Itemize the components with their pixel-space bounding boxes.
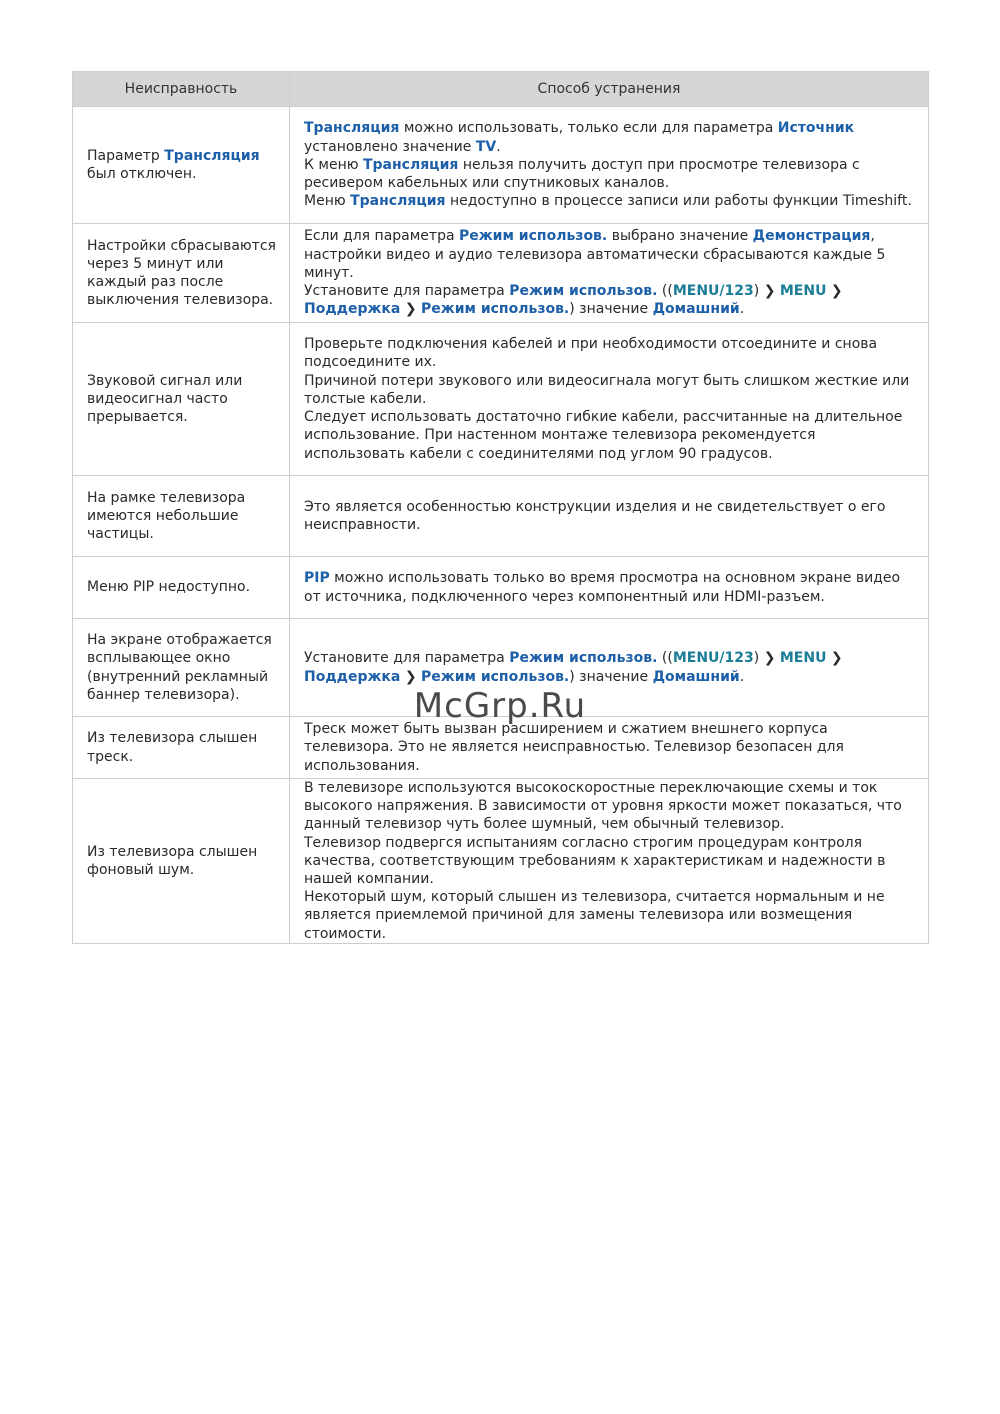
solution-cell bbox=[290, 224, 929, 323]
problem-text: На рамке телевизора имеются небольшие частицы. bbox=[87, 489, 246, 543]
solution-paragraph bbox=[304, 569, 916, 605]
solution-text: Некоторый шум, который слышен из телевизора, считается нормальным и не является приемлемой причиной для замены телевизора или возмещения стоимости. bbox=[304, 889, 885, 942]
solution-text: (( bbox=[657, 283, 673, 300]
solution-cell bbox=[290, 557, 929, 619]
highlighted-term: Трансляция bbox=[350, 193, 446, 210]
problem-text: Настройки сбрасываются через 5 минут или каждый раз после выключения телевизора. bbox=[87, 237, 276, 309]
problem-cell bbox=[73, 107, 290, 224]
solution-paragraph bbox=[304, 282, 916, 318]
solution-text: Если для параметра bbox=[304, 228, 459, 245]
chevron-right-icon: ❯ bbox=[763, 650, 776, 667]
table-row bbox=[73, 224, 929, 323]
highlighted-term: Демонстрация bbox=[752, 228, 871, 245]
solution-paragraph bbox=[304, 720, 916, 775]
highlighted-term: MENU/123 bbox=[672, 283, 754, 300]
solution-paragraph bbox=[304, 372, 916, 408]
solution-text: . bbox=[739, 668, 745, 685]
header-solution: Способ устранения bbox=[290, 72, 929, 107]
chevron-right-icon: ❯ bbox=[830, 283, 843, 300]
solution-text: К меню bbox=[304, 156, 363, 173]
solution-paragraph bbox=[304, 888, 916, 943]
solution-text: Установите для параметра bbox=[304, 283, 510, 300]
solution-text: Меню bbox=[304, 193, 351, 210]
solution-cell bbox=[290, 107, 929, 224]
problem-text: На экране отображается всплывающее окно (внутренний рекламный баннер телевизора). bbox=[87, 632, 272, 703]
problem-cell bbox=[73, 323, 290, 476]
highlighted-term: Режим использов. bbox=[509, 650, 658, 667]
chevron-right-icon: ❯ bbox=[404, 668, 417, 685]
solution-paragraph bbox=[304, 227, 916, 282]
solution-text: Телевизор подвергся испытаниям согласно строгим процедурам контроля качества, соответствующим требованиям к характеристикам и надежности в нашей компании. bbox=[304, 834, 886, 888]
solution-cell bbox=[290, 779, 929, 944]
highlighted-term: MENU bbox=[779, 650, 827, 667]
highlighted-term: Домашний bbox=[652, 301, 740, 318]
solution-text: Это является особенностью конструкции изделия и не свидетельствует о его неисправности. bbox=[304, 498, 886, 533]
solution-text: можно использовать, только если для параметра bbox=[399, 120, 778, 137]
problem-cell bbox=[73, 557, 290, 619]
solution-paragraph bbox=[304, 408, 916, 463]
table-row bbox=[73, 323, 929, 476]
solution-cell bbox=[290, 323, 929, 476]
problem-cell bbox=[73, 779, 290, 944]
chevron-right-icon: ❯ bbox=[830, 650, 843, 667]
solution-text: В телевизоре используются высокоскоростные переключающие схемы и ток высокого напряжения. В зависимости от уровня яркости может показаться, что данный телевизор чуть более шумный, чем обычный телевизор. bbox=[304, 780, 902, 833]
solution-text: выбрано значение bbox=[607, 228, 753, 245]
problem-cell bbox=[73, 224, 290, 323]
highlighted-term: Трансляция bbox=[362, 156, 459, 173]
solution-text: (( bbox=[657, 650, 673, 667]
problem-text: Звуковой сигнал или видеосигнал часто прерывается. bbox=[87, 372, 243, 426]
solution-text: . bbox=[739, 301, 745, 318]
solution-paragraph bbox=[304, 335, 916, 371]
header-problem: Неисправность bbox=[73, 72, 290, 107]
chevron-right-icon: ❯ bbox=[763, 283, 776, 300]
highlighted-term: MENU bbox=[779, 283, 827, 300]
highlighted-term: Трансляция bbox=[304, 120, 400, 137]
solution-text: ) bbox=[753, 283, 764, 300]
watermark: McGrp.Ru bbox=[413, 686, 587, 726]
table-row bbox=[73, 779, 929, 944]
problem-text: Меню PIP недоступно. bbox=[87, 579, 251, 596]
highlighted-term: Режим использов. bbox=[509, 283, 658, 300]
highlighted-term: TV bbox=[475, 138, 497, 155]
solution-cell bbox=[290, 476, 929, 557]
solution-text: Следует использовать достаточно гибкие кабели, рассчитанные на длительное использование. При настенном монтаже телевизора рекомендуется использовать кабели с соединителями под углом 90 градусов. bbox=[304, 409, 903, 462]
solution-text: Причиной потери звукового или видеосигнала могут быть слишком жесткие или толстые кабели. bbox=[304, 372, 910, 407]
table-row bbox=[73, 557, 929, 619]
highlighted-term: Домашний bbox=[652, 668, 740, 685]
highlighted-term: Режим использов. bbox=[421, 301, 570, 318]
solution-text: недоступно в процессе записи или работы функции Timeshift. bbox=[445, 193, 912, 210]
solution-paragraph bbox=[304, 119, 916, 155]
highlighted-term: MENU/123 bbox=[672, 650, 754, 667]
highlighted-term: PIP bbox=[304, 570, 330, 587]
table-header-row bbox=[73, 72, 929, 107]
solution-text: Установите для параметра bbox=[304, 650, 510, 667]
problem-text: Из телевизора слышен фоновый шум. bbox=[87, 843, 258, 878]
table-row bbox=[73, 107, 929, 224]
problem-text: Из телевизора слышен треск. bbox=[87, 730, 258, 765]
table-row bbox=[73, 476, 929, 557]
troubleshooting-table bbox=[72, 71, 929, 944]
solution-text: ) значение bbox=[569, 668, 653, 685]
solution-text: ) bbox=[753, 650, 764, 667]
solution-paragraph bbox=[304, 192, 916, 210]
highlighted-term: Режим использов. bbox=[421, 668, 570, 685]
solution-text: . bbox=[496, 138, 501, 155]
problem-text: был отключен. bbox=[87, 166, 197, 182]
solution-text: нельзя получить доступ при просмотре телевизора с ресивером кабельных или спутниковых каналов. bbox=[304, 156, 860, 192]
solution-text: ) значение bbox=[569, 301, 653, 318]
solution-paragraph bbox=[304, 156, 916, 192]
chevron-right-icon: ❯ bbox=[404, 301, 417, 318]
solution-text: Треск может быть вызван расширением и сжатием внешнего корпуса телевизора. Это не является неисправностью. Телевизор безопасен для использования. bbox=[304, 721, 844, 774]
solution-text: установлено значение bbox=[304, 138, 476, 155]
highlighted-term: Поддержка bbox=[304, 668, 401, 685]
problem-cell bbox=[73, 476, 290, 557]
highlighted-term: Режим использов. bbox=[458, 228, 608, 245]
solution-text: Проверьте подключения кабелей и при необходимости отсоедините и снова подсоедините их. bbox=[304, 336, 878, 371]
highlighted-term: Поддержка bbox=[304, 301, 401, 318]
solution-text: можно использовать только во время просмотра на основном экране видео от источника, подключенного через компонентный или HDMI-разъем. bbox=[304, 570, 901, 605]
solution-paragraph bbox=[304, 649, 916, 685]
solution-paragraph bbox=[304, 498, 916, 534]
solution-text: , настройки видео и аудио телевизора автоматически сбрасываются каждые 5 минут. bbox=[304, 228, 886, 281]
highlighted-term: Источник bbox=[777, 120, 855, 137]
solution-paragraph bbox=[304, 834, 916, 889]
solution-paragraph bbox=[304, 779, 916, 834]
problem-text: Параметр bbox=[87, 147, 165, 164]
highlighted-term: Трансляция bbox=[164, 147, 260, 164]
